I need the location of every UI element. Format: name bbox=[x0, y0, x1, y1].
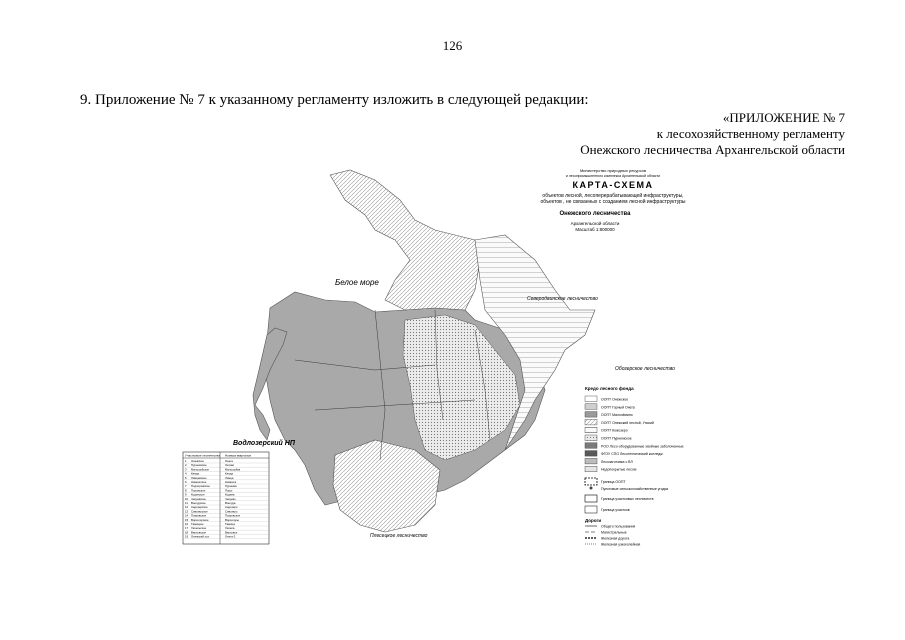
table-cell: Хачела bbox=[225, 526, 235, 531]
legend-entry: ООПТ Пурнемское bbox=[601, 436, 632, 441]
scale-text: Масштаб 1:800000 bbox=[575, 227, 615, 232]
table-cell: 16 bbox=[185, 522, 189, 526]
table-cell: Тамица bbox=[225, 522, 235, 526]
legend-entry: ООПТ Малозёмино bbox=[601, 413, 633, 418]
table-cell: 9 bbox=[185, 492, 187, 497]
legend-entry: Недопокрытые лесом bbox=[601, 467, 637, 472]
table-cell: Унская bbox=[225, 463, 234, 468]
table-cell: Малошуйское bbox=[191, 467, 210, 472]
item-text: 9. Приложение № 7 к указанному регламенту изложить в следующей редакции: bbox=[80, 92, 589, 108]
table-cell: 4 bbox=[185, 471, 187, 476]
legend-entry: ООПТ Горный Онега bbox=[601, 405, 635, 410]
table-cell: Подпорожское bbox=[191, 484, 210, 489]
table-cell: Чекуевское bbox=[191, 496, 206, 501]
road-label: Общего пользования bbox=[601, 524, 636, 529]
table-cell: 8 bbox=[185, 488, 187, 493]
table-cell: Чекуево bbox=[225, 496, 236, 501]
page-number: 126 bbox=[442, 38, 463, 53]
legend-swatch bbox=[585, 412, 597, 418]
table-cell: 19 bbox=[185, 534, 189, 539]
table-cell: Онежское bbox=[191, 459, 204, 463]
table-cell: Онега-2 bbox=[225, 534, 236, 539]
table-cell: Сивозеро bbox=[225, 509, 238, 514]
road-label: Железная дорога bbox=[601, 536, 630, 541]
appendix-line3: Онежского лесничества Архангельской области bbox=[580, 142, 845, 157]
table-cell: Покровское bbox=[225, 513, 241, 518]
table-cell: Кодинское bbox=[191, 492, 205, 497]
table-cell: 14 bbox=[185, 513, 189, 518]
table-cell: 15 bbox=[185, 517, 189, 522]
table-cell: 6 bbox=[185, 480, 187, 484]
legend-swatch bbox=[585, 396, 597, 402]
appendix-line2: к лесохозяйственному регламенту bbox=[656, 126, 845, 141]
legend-swatch bbox=[585, 419, 597, 425]
table-cell: Порог bbox=[225, 488, 233, 493]
ministry-sub-text: и лесопромышленного комплекса Архангельской области bbox=[565, 174, 661, 178]
legend-swatch bbox=[585, 427, 597, 433]
table-cell: Верховье bbox=[225, 530, 238, 535]
table-cell: 18 bbox=[185, 530, 189, 535]
table-cell: 10 bbox=[185, 496, 189, 501]
appendix-header bbox=[580, 110, 845, 158]
map-title-block bbox=[540, 168, 685, 232]
table-cell: 2 bbox=[185, 463, 187, 468]
label-obozersk: Обозерское лесничество bbox=[615, 366, 675, 372]
table-cell: 1 bbox=[185, 459, 187, 463]
table-cell: Ворзогоры bbox=[225, 517, 239, 522]
forestry-name: Онежского лесничества bbox=[559, 211, 631, 217]
legend-swatch bbox=[585, 404, 597, 410]
table-cell: Ворзогорское bbox=[191, 517, 209, 522]
legend-swatch bbox=[585, 443, 597, 449]
table-col1: Участковые лесничества bbox=[185, 453, 220, 458]
legend-swatch bbox=[585, 451, 597, 457]
road-label: Железная узкоколейная bbox=[601, 542, 641, 547]
label-plesetsk: Плесецкое лесничество bbox=[370, 533, 428, 539]
districts-table bbox=[183, 452, 269, 544]
table-cell: Хачельское bbox=[191, 526, 207, 531]
territory-north bbox=[330, 170, 480, 310]
table-cell: 13 bbox=[185, 509, 189, 514]
table-cell: Кодина bbox=[225, 492, 235, 497]
forestry-map bbox=[175, 160, 735, 555]
table-cell: Вонгуда bbox=[225, 501, 236, 505]
region-text: Архангельской области bbox=[570, 221, 620, 226]
legend-swatch bbox=[585, 435, 597, 441]
table-cell: Покровское bbox=[191, 513, 207, 518]
legend-header: Кредо лесного фонда bbox=[585, 386, 634, 391]
road-label: Магистральные bbox=[601, 530, 627, 535]
legend-entry: ООПТ Онежское bbox=[601, 397, 629, 402]
legend-swatch bbox=[585, 458, 597, 464]
table-cell: Сивозерское bbox=[191, 509, 208, 514]
table-cell: 3 bbox=[185, 467, 187, 472]
table-cell: Лямца bbox=[225, 475, 234, 480]
legend-district-boundary: Граница участковых лесничеств bbox=[601, 497, 654, 501]
table-cell: Лямцевское bbox=[191, 475, 207, 480]
legend-entry: Лесозаготовка с ВЛ bbox=[601, 459, 633, 464]
table-cell: Андозерское bbox=[191, 505, 208, 510]
legend-entry: ООПТ Онежский лесной, Унский bbox=[601, 420, 654, 425]
label-vodlozersky: Водлозерский НП bbox=[233, 440, 295, 447]
label-severodvinsk: Северодвинское лесничество bbox=[527, 296, 598, 302]
table-cell: Онега bbox=[225, 459, 233, 463]
legend-quarter-boundary: Граница участков bbox=[601, 508, 630, 512]
map-title: КАРТА-СХЕМА bbox=[572, 180, 654, 190]
legend-entry: ФГОУ СПО Лесотехнический колледж bbox=[601, 452, 663, 457]
table-cell: Кянда bbox=[225, 471, 233, 476]
table-cell: Порожское bbox=[191, 488, 206, 493]
table-cell: Тамицкое bbox=[191, 522, 204, 526]
ministry-text: Министерство природных ресурсов bbox=[579, 168, 647, 173]
table-cell: 11 bbox=[185, 501, 188, 505]
legend-entry: РОО Лесо-оборудованные хвойные заболоченные bbox=[601, 444, 684, 449]
table-cell: Малошуйка bbox=[225, 467, 241, 472]
table-cell: Кянда bbox=[191, 471, 199, 476]
table-cell: Онежский хоз. bbox=[191, 534, 210, 539]
table-cell: 12 bbox=[185, 505, 189, 510]
table-cell: Пурнемское bbox=[191, 463, 207, 468]
table-cell: Пурнема bbox=[225, 484, 237, 489]
map-subtitle2: объектов , не связанных с созданием лесной инфраструктуры bbox=[540, 199, 686, 205]
legend-swatch bbox=[585, 466, 597, 472]
label-white-sea: Белое море bbox=[335, 278, 379, 287]
map-legend bbox=[585, 385, 684, 547]
legend-entry: ООПТ Кожозеро bbox=[601, 428, 628, 433]
table-cell: Верховское bbox=[191, 530, 207, 535]
appendix-line1: «ПРИЛОЖЕНИЕ № 7 bbox=[722, 110, 845, 125]
table-cell: Нименга bbox=[225, 480, 237, 484]
table-cell: Нименгское bbox=[191, 480, 207, 484]
table-cell: 17 bbox=[185, 526, 189, 531]
legend-roads-header: Дороги bbox=[585, 518, 602, 523]
table-cell: 7 bbox=[185, 484, 187, 489]
table-cell: Андозеро bbox=[225, 505, 238, 510]
table-col2: Номера кварталов bbox=[225, 453, 251, 458]
legend-oopt-boundary: Граница ООПТ bbox=[601, 480, 626, 484]
table-cell: 5 bbox=[185, 475, 187, 480]
legend-agricultural: Пунктовые сельскохозяйственные угодья bbox=[601, 487, 669, 491]
map-subtitle1: объектов лесной, лесоперерабатывающей инфраструктуры, bbox=[542, 193, 684, 199]
table-cell: Вонгудское bbox=[191, 501, 206, 505]
